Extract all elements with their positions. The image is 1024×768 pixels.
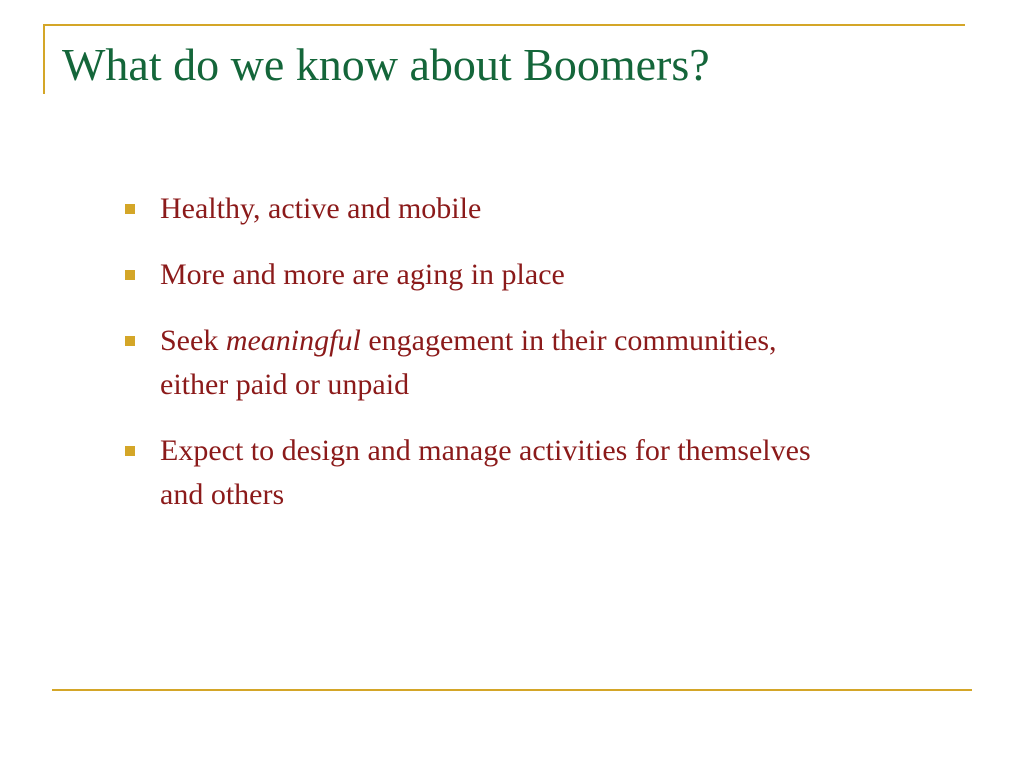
top-rule-divider bbox=[43, 24, 965, 26]
bullet-text-pre: Seek bbox=[160, 324, 226, 357]
bullet-item bbox=[120, 187, 820, 231]
bullet-text: Expect to design and manage activities for themselves and others bbox=[160, 434, 811, 511]
square-bullet-icon bbox=[125, 446, 135, 456]
bullet-text bbox=[160, 324, 777, 401]
bullet-item bbox=[120, 319, 820, 407]
bullet-text-emphasis: meaningful bbox=[225, 324, 361, 357]
bullet-text: More and more are aging in place bbox=[160, 258, 565, 291]
square-bullet-icon bbox=[125, 336, 135, 346]
square-bullet-icon bbox=[125, 204, 135, 214]
bullet-text-post: engagement in their communities, either paid or unpaid bbox=[160, 324, 777, 401]
bullet-item bbox=[120, 253, 820, 297]
slide-title: What do we know about Boomers? bbox=[62, 39, 710, 90]
square-bullet-icon bbox=[125, 270, 135, 280]
bottom-rule-divider bbox=[52, 689, 972, 691]
left-rule-divider bbox=[43, 24, 45, 94]
bullet-item bbox=[120, 429, 820, 517]
bullet-list bbox=[120, 187, 820, 539]
bullet-text: Healthy, active and mobile bbox=[160, 192, 482, 225]
